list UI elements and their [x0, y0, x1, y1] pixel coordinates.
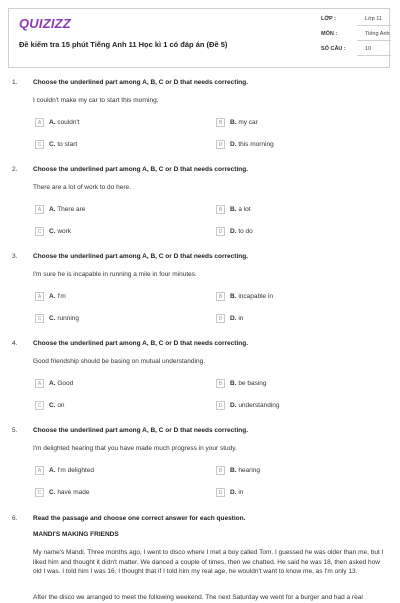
option-c-letter-box: C [35, 227, 44, 236]
option-d-label: D. [230, 402, 237, 409]
question-1-prompt: Choose the underlined part among A, B, C or D that needs correcting. [33, 79, 249, 86]
option-d-letter-box: D [216, 401, 225, 410]
option-d-text: understanding [238, 402, 280, 409]
question-3-option-b[interactable] [216, 291, 273, 302]
option-a-letter-box: A [35, 292, 44, 301]
option-a-label: A. [49, 380, 56, 387]
question-2-option-d[interactable] [216, 226, 253, 237]
option-a-text: I'm delighted [57, 467, 94, 474]
option-b-text: a lot [238, 206, 251, 213]
option-c-letter-box: C [35, 140, 44, 149]
option-c-letter-box: C [35, 314, 44, 323]
question-2-prompt: Choose the underlined part among A, B, C or D that needs correcting. [33, 166, 249, 173]
meta-count-value: 10 [365, 46, 372, 52]
meta-subject-value: Tiếng Anh [365, 31, 390, 37]
question-1-option-a[interactable] [35, 117, 80, 128]
question-4-option-c[interactable] [35, 400, 65, 411]
question-3-sentence: I'm sure he is incapable in running a mile in four minutes. [33, 271, 197, 278]
option-b-text: my car [238, 119, 258, 126]
option-a-letter-box: A [35, 379, 44, 388]
option-b-letter-box: B [216, 205, 225, 214]
option-b-label: B. [230, 293, 237, 300]
option-b-label: B. [230, 467, 237, 474]
option-d-letter-box: D [216, 314, 225, 323]
option-a-label: A. [49, 293, 56, 300]
question-1-option-c[interactable] [35, 139, 77, 150]
option-b-label: B. [230, 206, 237, 213]
passage-paragraph-2: After the disco we arranged to meet the following weekend. The next Saturday we went for a burger and had a real [33, 594, 363, 601]
question-3-option-a[interactable] [35, 291, 66, 302]
option-a-label: A. [49, 206, 56, 213]
meta-grade-key: LỚP : [321, 16, 336, 22]
question-4-option-a[interactable] [35, 378, 73, 389]
option-d-label: D. [230, 489, 237, 496]
option-a-label: A. [49, 467, 56, 474]
option-c-letter-box: C [35, 488, 44, 497]
question-2-option-c[interactable] [35, 226, 71, 237]
option-c-text: have made [57, 489, 90, 496]
option-b-label: B. [230, 380, 237, 387]
quizizz-logo: QUIZIZZ [19, 16, 71, 31]
option-c-text: on [57, 402, 65, 409]
question-2-option-b[interactable] [216, 204, 251, 215]
option-b-text: hearing [238, 467, 260, 474]
question-5-option-d[interactable] [216, 487, 243, 498]
question-5-option-b[interactable] [216, 465, 260, 476]
question-5-number: 5. [12, 427, 18, 434]
question-4-option-d[interactable] [216, 400, 280, 411]
question-2-number: 2. [12, 166, 18, 173]
meta-count-key: SỐ CÂU : [321, 46, 346, 52]
question-4-prompt: Choose the underlined part among A, B, C or D that needs correcting. [33, 340, 249, 347]
option-c-label: C. [49, 489, 56, 496]
question-3-prompt: Choose the underlined part among A, B, C or D that needs correcting. [33, 253, 249, 260]
question-3-number: 3. [12, 253, 18, 260]
option-c-label: C. [49, 141, 56, 148]
passage-paragraph-1: My name's Mandi. Three months ago, I went to disco where I met a boy called Tom. I guessed he was older than me, but I liked him and thought it didn't matter. We danced a couple of times, then we chatted. He said he was 18, then asked how old I was. I told him I was 16. I thought that if I told him my real age, he wouldn't want to know me, as I'm only 13. [33, 549, 384, 575]
option-b-text: incapable in [238, 293, 274, 300]
question-6-prompt: Read the passage and choose one correct answer for each question. [33, 515, 246, 522]
option-d-label: D. [230, 228, 237, 235]
option-b-letter-box: B [216, 118, 225, 127]
option-d-letter-box: D [216, 227, 225, 236]
option-a-text: I'm [57, 293, 66, 300]
document-title: Đề kiểm tra 15 phút Tiếng Anh 11 Học kì 1 có đáp án (Đề 5) [19, 40, 228, 49]
option-c-text: to start [57, 141, 78, 148]
option-d-letter-box: D [216, 488, 225, 497]
option-d-text: this morning [238, 141, 274, 148]
meta-grade-value: Lớp 11 [365, 16, 382, 22]
option-d-label: D. [230, 315, 237, 322]
question-3-option-d[interactable] [216, 313, 243, 324]
question-6-number: 6. [12, 515, 18, 522]
option-a-text: Good [57, 380, 74, 387]
option-a-text: couldn't [57, 119, 80, 126]
question-5-prompt: Choose the underlined part among A, B, C or D that needs correcting. [33, 427, 249, 434]
option-b-letter-box: B [216, 292, 225, 301]
meta-subject-key: MÔN : [321, 31, 338, 37]
option-a-letter-box: A [35, 466, 44, 475]
option-c-label: C. [49, 228, 56, 235]
question-2-option-a[interactable] [35, 204, 85, 215]
question-1-sentence: I couldn't make my car to start this morning. [33, 97, 159, 104]
meta-count-line [357, 55, 391, 56]
option-d-text: in [238, 489, 244, 496]
question-4-sentence: Good friendship should be basing on mutual understanding. [33, 358, 206, 365]
question-4-option-b[interactable] [216, 378, 267, 389]
question-3-option-c[interactable] [35, 313, 79, 324]
meta-subject-line [357, 40, 391, 41]
option-c-text: work [57, 228, 72, 235]
option-a-letter-box: A [35, 118, 44, 127]
question-1-number: 1. [12, 79, 18, 86]
question-5-option-a[interactable] [35, 465, 94, 476]
question-1-option-b[interactable] [216, 117, 258, 128]
option-c-letter-box: C [35, 401, 44, 410]
option-d-letter-box: D [216, 140, 225, 149]
document-header [8, 8, 390, 68]
option-b-text: be basing [238, 380, 267, 387]
option-b-letter-box: B [216, 379, 225, 388]
question-5-sentence: I'm delighted hearing that you have made much progress in your study. [33, 445, 237, 452]
question-5-option-c[interactable] [35, 487, 89, 498]
option-c-label: C. [49, 402, 56, 409]
option-a-text: There are [57, 206, 86, 213]
option-d-text: in [238, 315, 244, 322]
question-4-number: 4. [12, 340, 18, 347]
option-a-letter-box: A [35, 205, 44, 214]
question-1-option-d[interactable] [216, 139, 274, 150]
option-d-text: to do [238, 228, 253, 235]
option-d-label: D. [230, 141, 237, 148]
passage-heading: MANDI'S MAKING FRIENDS [33, 531, 119, 538]
question-2-sentence: There are a lot of work to do here. [33, 184, 131, 191]
meta-grade-line [357, 25, 391, 26]
option-a-label: A. [49, 119, 56, 126]
option-c-label: C. [49, 315, 56, 322]
option-b-letter-box: B [216, 466, 225, 475]
option-c-text: running [57, 315, 79, 322]
option-b-label: B. [230, 119, 237, 126]
